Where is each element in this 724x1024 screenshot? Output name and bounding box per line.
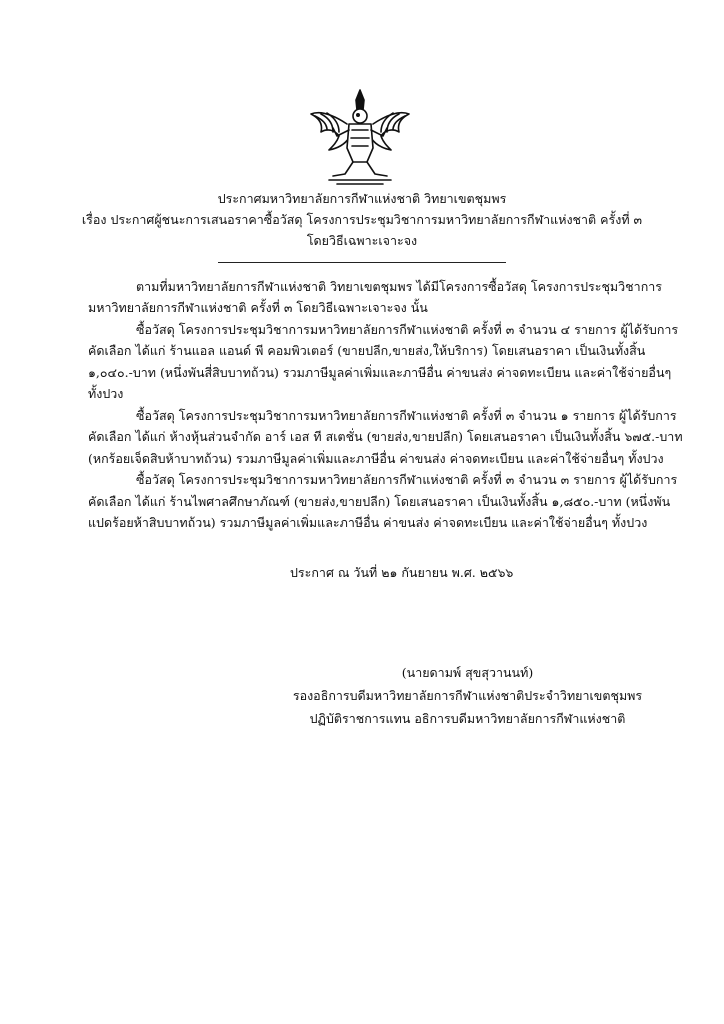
- paragraph-intro-line: มหาวิทยาลัยการกีฬาแห่งชาติ ครั้งที่ ๓ โดยวิธีเฉพาะเจาะจง นั้น: [88, 300, 428, 315]
- paragraph-award-1-line: คัดเลือก ได้แก่ ร้านแอล แอนด์ พี คอมพิวเตอร์ (ขายปลีก,ขายส่ง,ให้บริการ) โดยเสนอราคา เป็นเงินทั้งสิ้น: [88, 343, 646, 358]
- paragraph-award-3-line: คัดเลือก ได้แก่ ร้านไพศาลศึกษาภัณฑ์ (ขายส่ง,ขายปลีก) โดยเสนอราคา เป็นเงินทั้งสิ้น ๑,๘๕๐.-บาท (หนึ่งพัน: [88, 494, 671, 509]
- paragraph-award-1-line: ซื้อวัสดุ โครงการประชุมวิชาการมหาวิทยาลัยการกีฬาแห่งชาติ ครั้งที่ ๓ จำนวน ๔ รายการ ผู้ได้รับการ: [136, 322, 679, 337]
- signatory-position: รองอธิการบดีมหาวิทยาลัยการกีฬาแห่งชาติประจำวิทยาเขตชุมพร: [292, 688, 643, 703]
- paragraph-award-3-line: ซื้อวัสดุ โครงการประชุมวิชาการมหาวิทยาลัยการกีฬาแห่งชาติ ครั้งที่ ๓ จำนวน ๓ รายการ ผู้ได้รับการ: [136, 472, 678, 487]
- paragraph-award-2-line: (หกร้อยเจ็ดสิบห้าบาทถ้วน) รวมภาษีมูลค่าเพิ่มและภาษีอื่น ค่าขนส่ง ค่าจดทะเบียน และค่าใช้จ่ายอื่นๆ ทั้งปวง: [88, 451, 664, 466]
- announcement-date: ประกาศ ณ วันที่ ๒๑ กันยายน พ.ศ. ๒๕๖๖: [290, 565, 514, 580]
- document-title: ประกาศมหาวิทยาลัยการกีฬาแห่งชาติ วิทยาเขตชุมพร: [217, 191, 507, 206]
- garuda-emblem-icon: [307, 86, 413, 190]
- signatory-acting-for: ปฏิบัติราชการแทน อธิการบดีมหาวิทยาลัยการกีฬาแห่งชาติ: [309, 711, 626, 726]
- paragraph-award-1-line: ๑,๐๔๐.-บาท (หนึ่งพันสี่สิบบาทถ้วน) รวมภาษีมูลค่าเพิ่มและภาษีอื่น ค่าขนส่ง ค่าจดทะเบียน และค่าใช้จ่ายอื่นๆ: [88, 365, 672, 380]
- subject-line-method: โดยวิธีเฉพาะเจาะจง: [306, 233, 418, 248]
- paragraph-award-3-line: แปดร้อยห้าสิบบาทถ้วน) รวมภาษีมูลค่าเพิ่มและภาษีอื่น ค่าขนส่ง ค่าจดทะเบียน และค่าใช้จ่ายอื่นๆ ทั้งปวง: [88, 515, 648, 530]
- subject-line: เรื่อง ประกาศผู้ชนะการเสนอราคาซื้อวัสดุ โครงการประชุมวิชาการมหาวิทยาลัยการกีฬาแห่งชาติ ครั้งที่ ๓: [81, 212, 643, 227]
- paragraph-award-2-line: คัดเลือก ได้แก่ ห้างหุ้นส่วนจำกัด อาร์ เอส ที สเตชั่น (ขายส่ง,ขายปลีก) โดยเสนอราคา เป็นเงินทั้งสิ้น ๖๗๕.-บาท: [88, 429, 683, 444]
- paragraph-intro-line: ตามที่มหาวิทยาลัยการกีฬาแห่งชาติ วิทยาเขตชุมพร ได้มีโครงการซื้อวัสดุ โครงการประชุมวิชาการ: [136, 279, 662, 294]
- signatory-name: (นายดามพ์ สุขสุวานนท์): [401, 665, 534, 680]
- paragraph-award-1-line: ทั้งปวง: [88, 386, 124, 401]
- header-divider: [218, 262, 506, 263]
- paragraph-award-2-line: ซื้อวัสดุ โครงการประชุมวิชาการมหาวิทยาลัยการกีฬาแห่งชาติ ครั้งที่ ๓ จำนวน ๑ รายการ ผู้ได้รับการ: [136, 408, 677, 423]
